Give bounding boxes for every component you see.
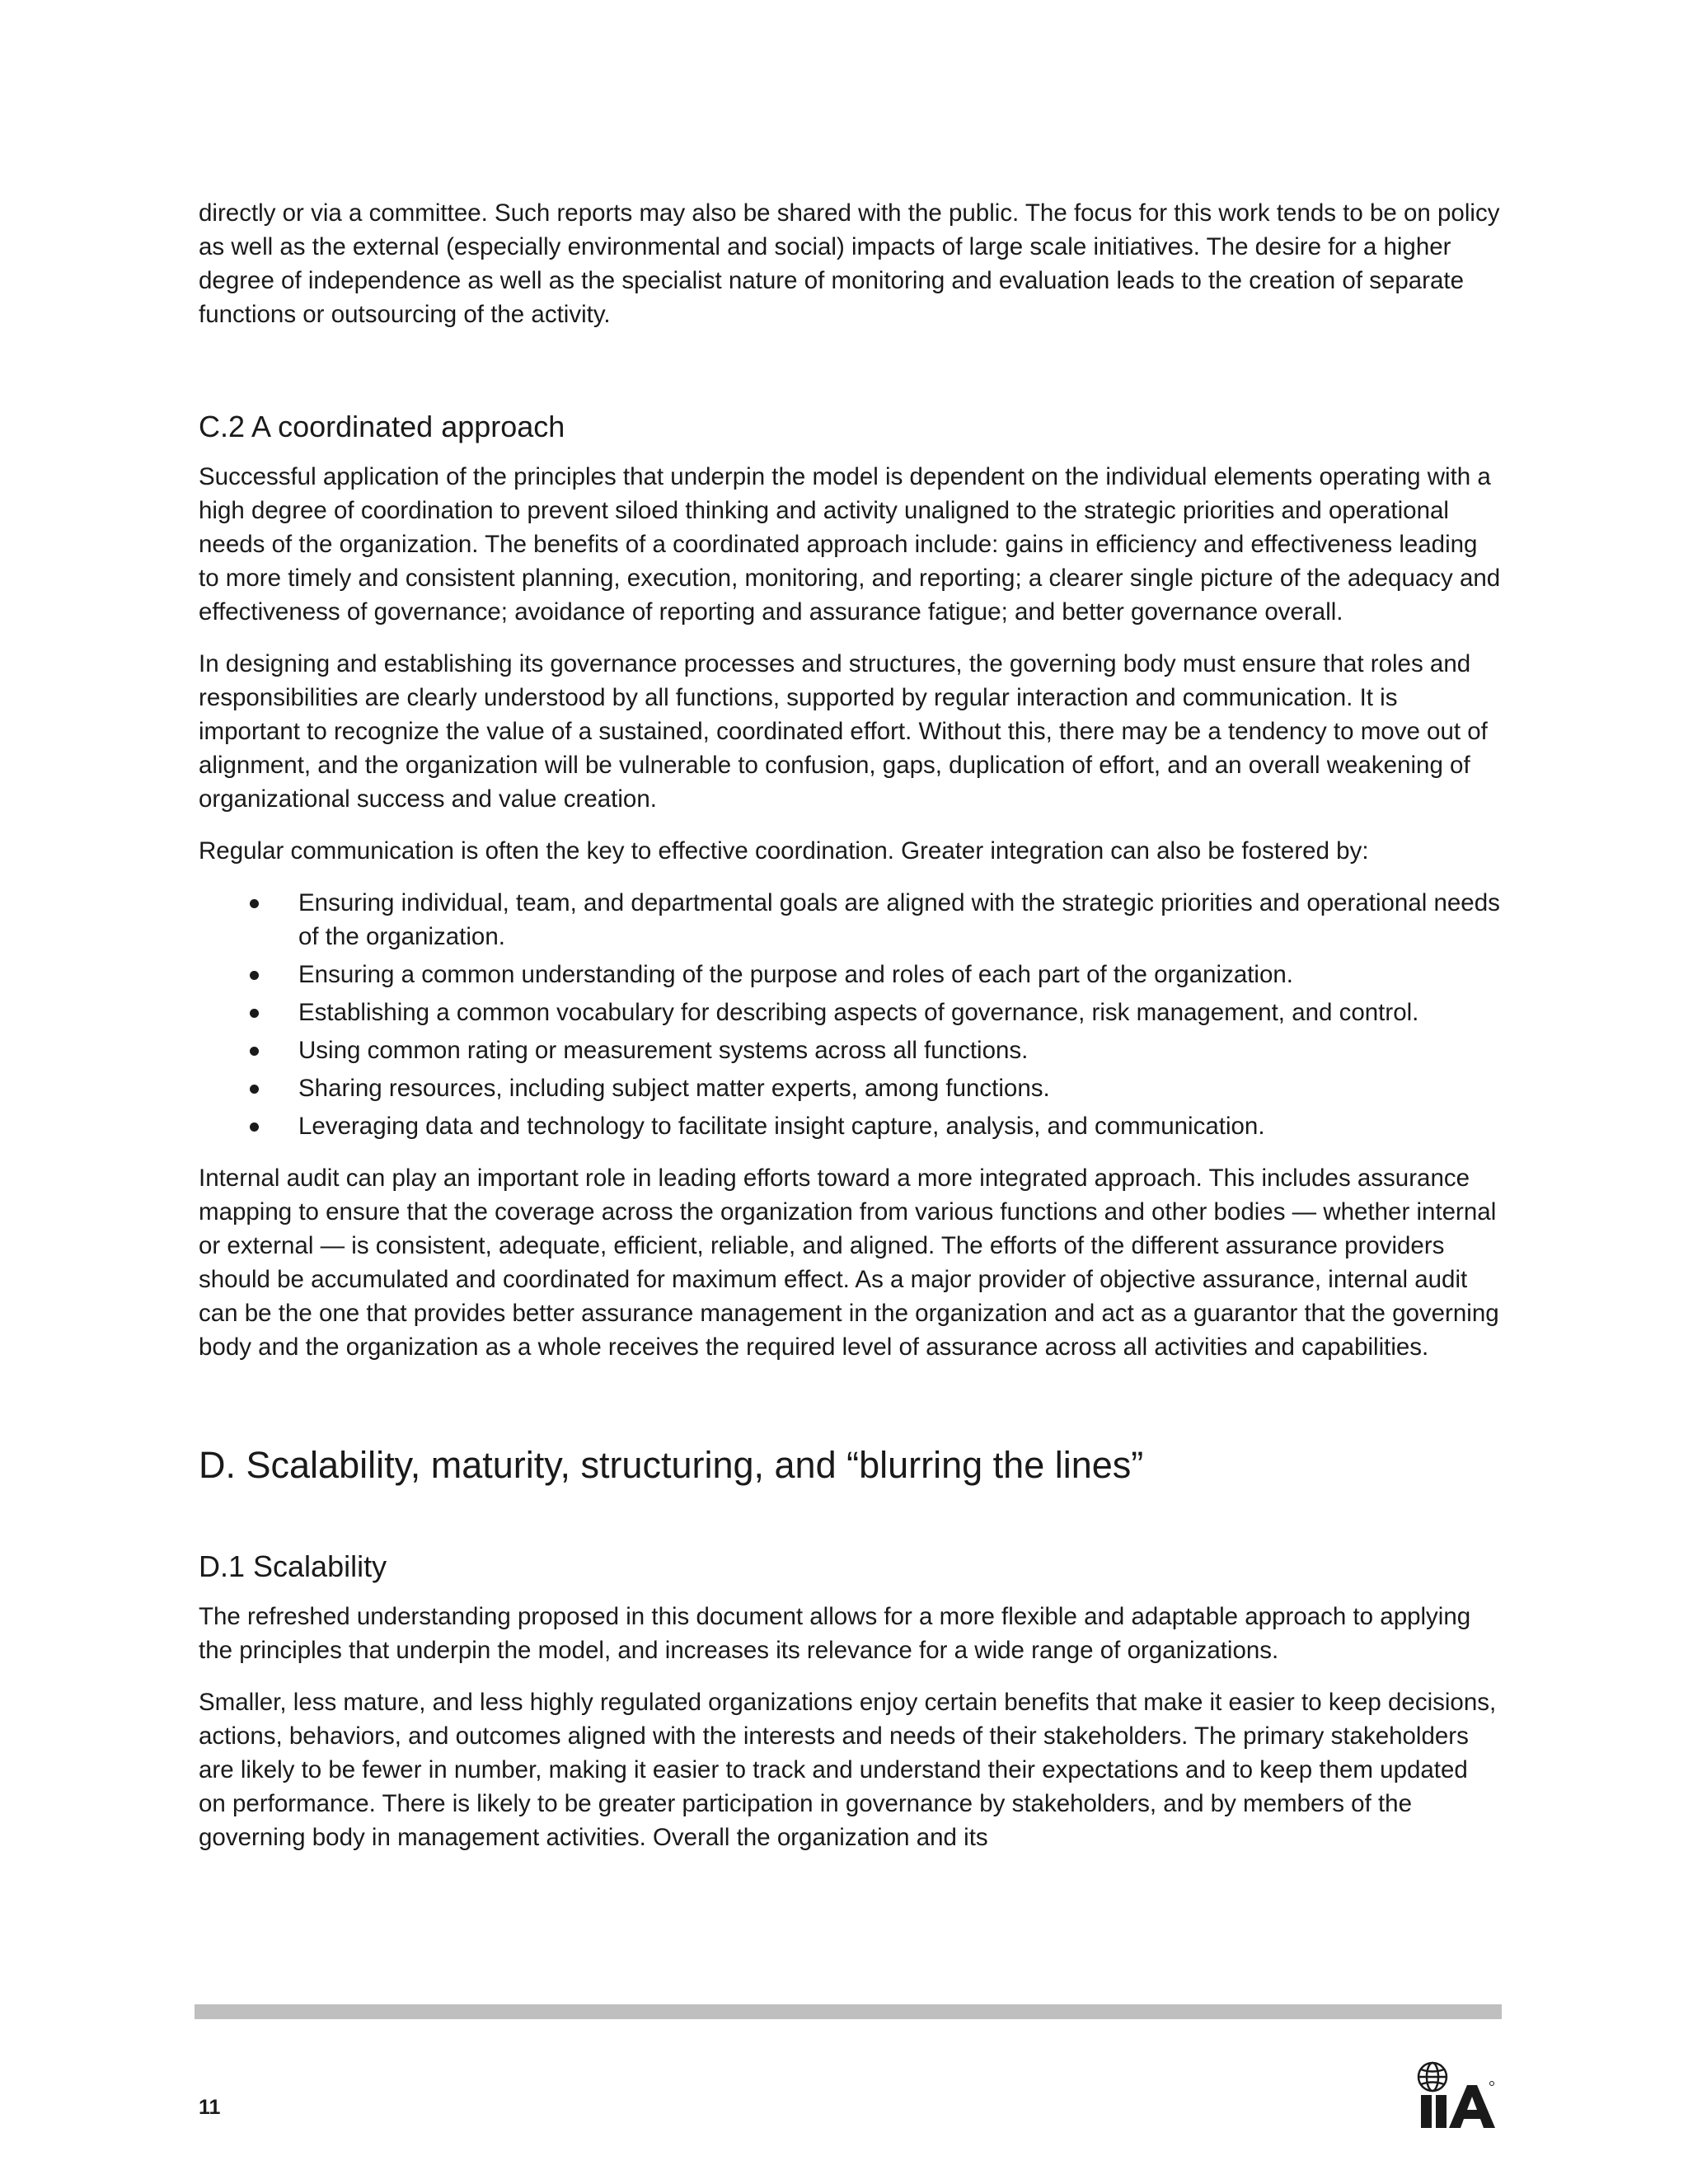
footer-rule xyxy=(195,2004,1502,2019)
bullet-icon xyxy=(250,971,259,980)
bullet-icon xyxy=(250,1122,259,1132)
list-item: Ensuring a common understanding of the purpose and roles of each part of the organization. xyxy=(199,958,1501,991)
section-d-heading: D. Scalability, maturity, structuring, and “blurring the lines” xyxy=(199,1444,1144,1486)
list-item: Ensuring individual, team, and departmental goals are aligned with the strategic priorities and operational needs of the organization. xyxy=(199,886,1501,954)
d1-paragraph-1: The refreshed understanding proposed in this document allows for a more flexible and adaptable approach to applying the principles that underpin the model, and increases its relevance for a wide range of organizations. xyxy=(199,1603,1471,1664)
page-number: 11 xyxy=(199,2096,221,2119)
iia-logo-icon xyxy=(1409,2059,1500,2133)
d1-paragraph-2: Smaller, less mature, and less highly regulated organizations enjoy certain benefits that make it easier to keep decisions, actions, behaviors, and outcomes aligned with the interests and needs of their stakeholders. The primary stakeholders are likely to be fewer in number, making it easier to track and understand their expectations and to keep them updated on performance. There is likely to be greater participation in governance by stakeholders, and by members of the governing body in management activities. Overall the organization and its xyxy=(199,1689,1497,1851)
c2-paragraph-4: Internal audit can play an important role in leading efforts toward a more integrated approach. This includes assurance mapping to ensure that the coverage across the organization from various functions and other bodies — whether internal or external — is consistent, adequate, efficient, reliable, and aligned. The efforts of the different assurance providers should be accumulated and coordinated for maximum effect. As a major provider of objective assurance, internal audit can be the one that provides better assurance management in the organization and act as a guarantor that the governing body and the organization as a whole receives the required level of assurance across all activities and capabilities. xyxy=(199,1165,1499,1361)
list-item: Using common rating or measurement systems across all functions. xyxy=(199,1033,1501,1067)
section-c2-heading: C.2 A coordinated approach xyxy=(199,410,565,443)
list-item: Leveraging data and technology to facilitate insight capture, analysis, and communication. xyxy=(199,1109,1501,1143)
list-item: Establishing a common vocabulary for describing aspects of governance, risk management, and control. xyxy=(199,996,1501,1029)
document-body xyxy=(199,196,1501,1854)
bullet-icon xyxy=(250,1009,259,1018)
c2-paragraph-3: Regular communication is often the key to effective coordination. Greater integration can also be fostered by: xyxy=(199,837,1369,865)
integration-bullet-list xyxy=(199,886,1501,1143)
c2-paragraph-2: In designing and establishing its governance processes and structures, the governing body must ensure that roles and responsibilities are clearly understood by all functions, supported by regular interaction and communication. It is important to recognize the value of a sustained, coordinated effort. Without this, there may be a tendency to move out of alignment, and the organization will be vulnerable to confusion, gaps, duplication of effort, and an overall weakening of organizational success and value creation. xyxy=(199,650,1488,813)
list-item: Sharing resources, including subject matter experts, among functions. xyxy=(199,1071,1501,1105)
section-d1-heading: D.1 Scalability xyxy=(199,1549,387,1583)
intro-paragraph: directly or via a committee. Such reports may also be shared with the public. The focus for this work tends to be on policy as well as the external (especially environmental and social) impacts of large scale initiatives. The desire for a higher degree of independence as well as the specialist nature of monitoring and evaluation leads to the creation of separate functions or outsourcing of the activity. xyxy=(199,199,1500,328)
bullet-icon xyxy=(250,1047,259,1056)
bullet-icon xyxy=(250,1085,259,1094)
bullet-icon xyxy=(250,899,259,908)
c2-paragraph-1: Successful application of the principles that underpin the model is dependent on the individual elements operating with a high degree of coordination to prevent siloed thinking and activity unaligned to the strategic priorities and operational needs of the organization. The benefits of a coordinated approach include: gains in efficiency and effectiveness leading to more timely and consistent planning, execution, monitoring, and reporting; a clearer single picture of the adequacy and effectiveness of governance; avoidance of reporting and assurance fatigue; and better governance overall. xyxy=(199,463,1501,626)
